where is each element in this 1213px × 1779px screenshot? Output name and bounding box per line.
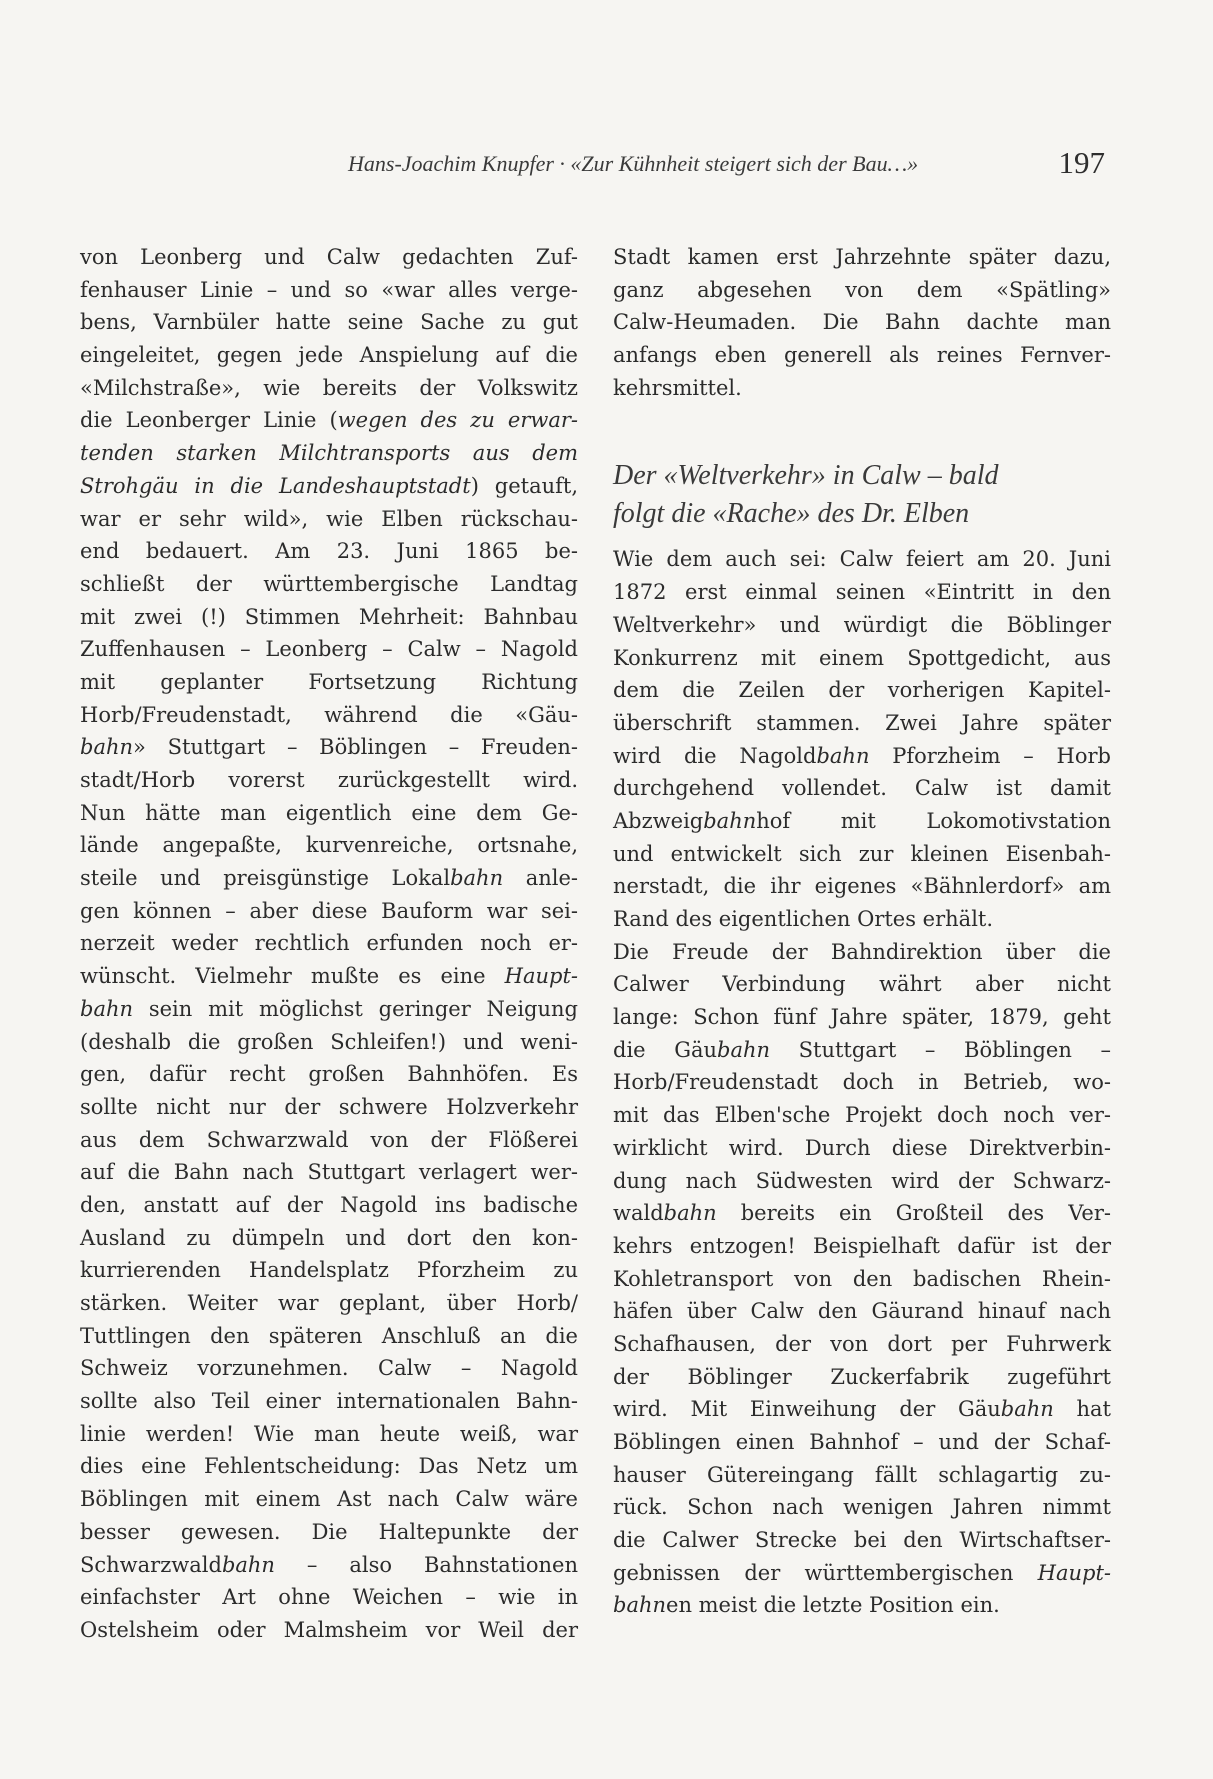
text-line: Strohgäu in die Landeshauptstadt) getauft,: [80, 473, 578, 498]
text-line: kehrsmittel.: [613, 375, 742, 400]
running-head: Hans-Joachim Knupfer · «Zur Kühnheit steigert sich der Bau…»: [348, 151, 919, 176]
italic-text: bahn: [816, 743, 870, 768]
text-line: Stadt kamen erst Jahrzehnte später dazu,: [613, 245, 1111, 269]
text-line: überschrift stammen. Zwei Jahre später: [613, 710, 1111, 735]
italic-text: bahn: [80, 735, 134, 760]
text-line: Schafhausen, der von dort per Fuhrwerk: [613, 1331, 1111, 1356]
text-line: lände angepaßte, kurvenreiche, ortsnahe,: [80, 833, 578, 858]
text-line: fenhauser Linie – und so «war alles verge-: [80, 277, 578, 302]
text-line: steile und preisgünstige Lokalbahn anle-: [80, 866, 578, 891]
text-line: stadt/Horb vorerst zurückgestellt wird.: [80, 768, 578, 792]
text-line: Zuffenhausen – Leonberg – Calw – Nagold: [80, 637, 578, 662]
text-line: Calw-Heumaden. Die Bahn dachte man: [613, 310, 1111, 335]
text-line: auf die Bahn nach Stuttgart verlagert wer-: [80, 1160, 578, 1185]
text-line: bahn» Stuttgart – Böblingen – Freuden-: [80, 735, 578, 760]
text-line: kurrierenden Handelsplatz Pforzheim zu: [80, 1258, 578, 1283]
text-line: Horb/Freudenstadt doch in Betrieb, wo-: [613, 1070, 1111, 1095]
text-line: ganz abgesehen von dem «Spätling»: [613, 277, 1111, 302]
text-line: mit zwei (!) Stimmen Mehrheit: Bahnbau: [80, 604, 578, 629]
italic-text: Strohgäu in die Landeshauptstadt: [80, 473, 471, 498]
text-line: Weltverkehr» und würdigt die Böblinger: [613, 612, 1111, 637]
text-line: einfachster Art ohne Weichen – wie in: [80, 1585, 578, 1610]
italic-text: bahn: [80, 996, 134, 1021]
italic-text: bahn: [613, 1593, 667, 1618]
text-line: anfangs eben generell als reines Fernver-: [613, 343, 1111, 368]
italic-text: bahn: [1000, 1397, 1054, 1422]
text-line: Böblingen einen Bahnhof – und der Schaf-: [613, 1430, 1111, 1454]
text-line: Kohletransport von den badischen Rhein-: [613, 1266, 1111, 1291]
right-column: [613, 241, 1111, 1622]
text-line: bens, Varnbüler hatte seine Sache zu gut: [80, 310, 578, 335]
text-line: gen, dafür recht großen Bahnhöfen. Es: [80, 1062, 578, 1087]
text-line: dies eine Fehlentscheidung: Das Netz um: [80, 1454, 578, 1479]
text-line: sollte nicht nur der schwere Holzverkehr: [80, 1094, 578, 1119]
text-line: die Calwer Strecke bei den Wirtschaftser-: [613, 1528, 1111, 1553]
text-line: schließt der württembergische Landtag: [80, 571, 578, 596]
italic-text: wegen des zu erwar-: [337, 408, 578, 433]
text-line: Horb/Freudenstadt, während die «Gäu-: [80, 702, 578, 727]
text-line: (deshalb die großen Schleifen!) und weni-: [80, 1029, 578, 1054]
text-line: und entwickelt sich zur kleinen Eisenbah-: [613, 841, 1111, 866]
text-line: wirklicht wird. Durch diese Direktverbin-: [613, 1135, 1111, 1160]
text-line: linie werden! Wie man heute weiß, war: [80, 1421, 578, 1446]
page-number: 197: [1058, 145, 1105, 180]
text-line: rück. Schon nach wenigen Jahren nimmt: [613, 1495, 1111, 1520]
text-line: dung nach Südwesten wird der Schwarz-: [613, 1168, 1111, 1193]
italic-text: bahn: [703, 808, 757, 833]
left-column: [80, 241, 578, 1647]
text-line: Tuttlingen den späteren Anschluß an die: [80, 1323, 578, 1348]
italic-text: bahn: [450, 866, 504, 891]
text-line: Schweiz vorzunehmen. Calw – Nagold: [80, 1356, 578, 1381]
italic-text: Haupt-: [1037, 1560, 1111, 1585]
text-line: der Böblinger Zuckerfabrik zugeführt: [613, 1364, 1111, 1389]
text-line: waldbahn bereits ein Großteil des Ver-: [613, 1201, 1111, 1226]
section-heading: [613, 457, 1111, 533]
text-line: hauser Gütereingang fällt schlagartig zu-: [613, 1462, 1111, 1487]
text-line: besser gewesen. Die Haltepunkte der: [80, 1519, 578, 1544]
text-line: die Leonberger Linie (wegen des zu erwar-: [80, 408, 578, 433]
text-line: Rand des eigentlichen Ortes erhält.: [613, 907, 994, 931]
text-line: war er sehr wild», wie Elben rückschau-: [80, 506, 578, 531]
text-line: Calwer Verbindung währt aber nicht: [613, 972, 1111, 997]
italic-text: bahn: [221, 1552, 275, 1577]
text-line: wird die Nagoldbahn Pforzheim – Horb: [613, 743, 1111, 768]
text-line: sollte also Teil einer internationalen Bahn-: [80, 1389, 578, 1414]
section-heading-line: folgt die «Rache» des Dr. Elben: [613, 498, 970, 530]
text-line: Nun hätte man eigentlich eine dem Ge-: [80, 800, 578, 825]
text-line: Böblingen mit einem Ast nach Calw wäre: [80, 1487, 578, 1512]
right-column-intro-text: [613, 241, 1111, 404]
text-line: bahn sein mit möglichst geringer Neigung: [80, 996, 578, 1021]
text-line: Die Freude der Bahndirektion über die: [613, 939, 1111, 964]
italic-text: bahn: [663, 1201, 717, 1226]
text-line: aus dem Schwarzwald von der Flößerei: [80, 1127, 578, 1152]
text-line: 1872 erst einmal seinen «Eintritt in den: [613, 580, 1111, 605]
text-line: dem die Zeilen der vorherigen Kapitel-: [613, 678, 1111, 703]
text-line: wird. Mit Einweihung der Gäubahn hat: [613, 1397, 1111, 1422]
text-line: den, anstatt auf der Nagold ins badische: [80, 1192, 578, 1217]
text-line: die Gäubahn Stuttgart – Böblingen –: [613, 1037, 1111, 1062]
text-line: [80, 437, 578, 470]
right-column-body-text: [613, 543, 1111, 1622]
text-line: stärken. Weiter war geplant, über Horb/: [80, 1291, 578, 1315]
text-line: Konkurrenz mit einem Spottgedicht, aus: [613, 645, 1111, 670]
left-column-text: [80, 241, 578, 1647]
text-line: kehrs entzogen! Beispielhaft dafür ist der: [613, 1233, 1111, 1258]
text-line: durchgehend vollendet. Calw ist damit: [613, 776, 1111, 801]
text-line: nerzeit weder rechtlich erfunden noch er-: [80, 931, 578, 956]
text-line: mit geplanter Fortsetzung Richtung: [80, 669, 578, 694]
text-line: Ausland zu dümpeln und dort den kon-: [80, 1225, 578, 1250]
text-line: nerstadt, die ihr eigenes «Bähnlerdorf» am: [613, 874, 1111, 899]
text-line: gen können – aber diese Bauform war sei-: [80, 898, 578, 923]
italic-text: bahn: [717, 1037, 771, 1062]
text-line: von Leonberg und Calw gedachten Zuf-: [80, 245, 578, 269]
text-line: Wie dem auch sei: Calw feiert am 20. Juni: [613, 547, 1111, 572]
text-line: häfen über Calw den Gäurand hinauf nach: [613, 1299, 1111, 1324]
text-line: wünscht. Vielmehr mußte es eine Haupt-: [80, 964, 578, 989]
italic-text: tenden starken Milchtransports aus dem: [80, 441, 578, 466]
text-line: Schwarzwaldbahn – also Bahnstationen: [80, 1552, 578, 1577]
section-heading-line: Der «Weltverkehr» in Calw – bald: [613, 460, 999, 492]
text-line: mit das Elben'sche Projekt doch noch ver-: [613, 1103, 1111, 1128]
page-header: [348, 145, 1105, 185]
text-line: eingeleitet, gegen jede Anspielung auf die: [80, 343, 578, 368]
text-line: Abzweigbahnhof mit Lokomotivstation: [613, 808, 1111, 833]
text-line: lange: Schon fünf Jahre später, 1879, geht: [613, 1005, 1111, 1030]
text-line: gebnissen der württembergischen Haupt-: [613, 1560, 1111, 1585]
text-line: end bedauert. Am 23. Juni 1865 be-: [80, 539, 578, 564]
text-line: Ostelsheim oder Malmsheim vor Weil der: [80, 1617, 578, 1642]
text-line: bahnen meist die letzte Position ein.: [613, 1593, 1000, 1618]
text-line: «Milchstraße», wie bereits der Volkswitz: [80, 375, 578, 400]
italic-text: Haupt-: [504, 964, 578, 989]
